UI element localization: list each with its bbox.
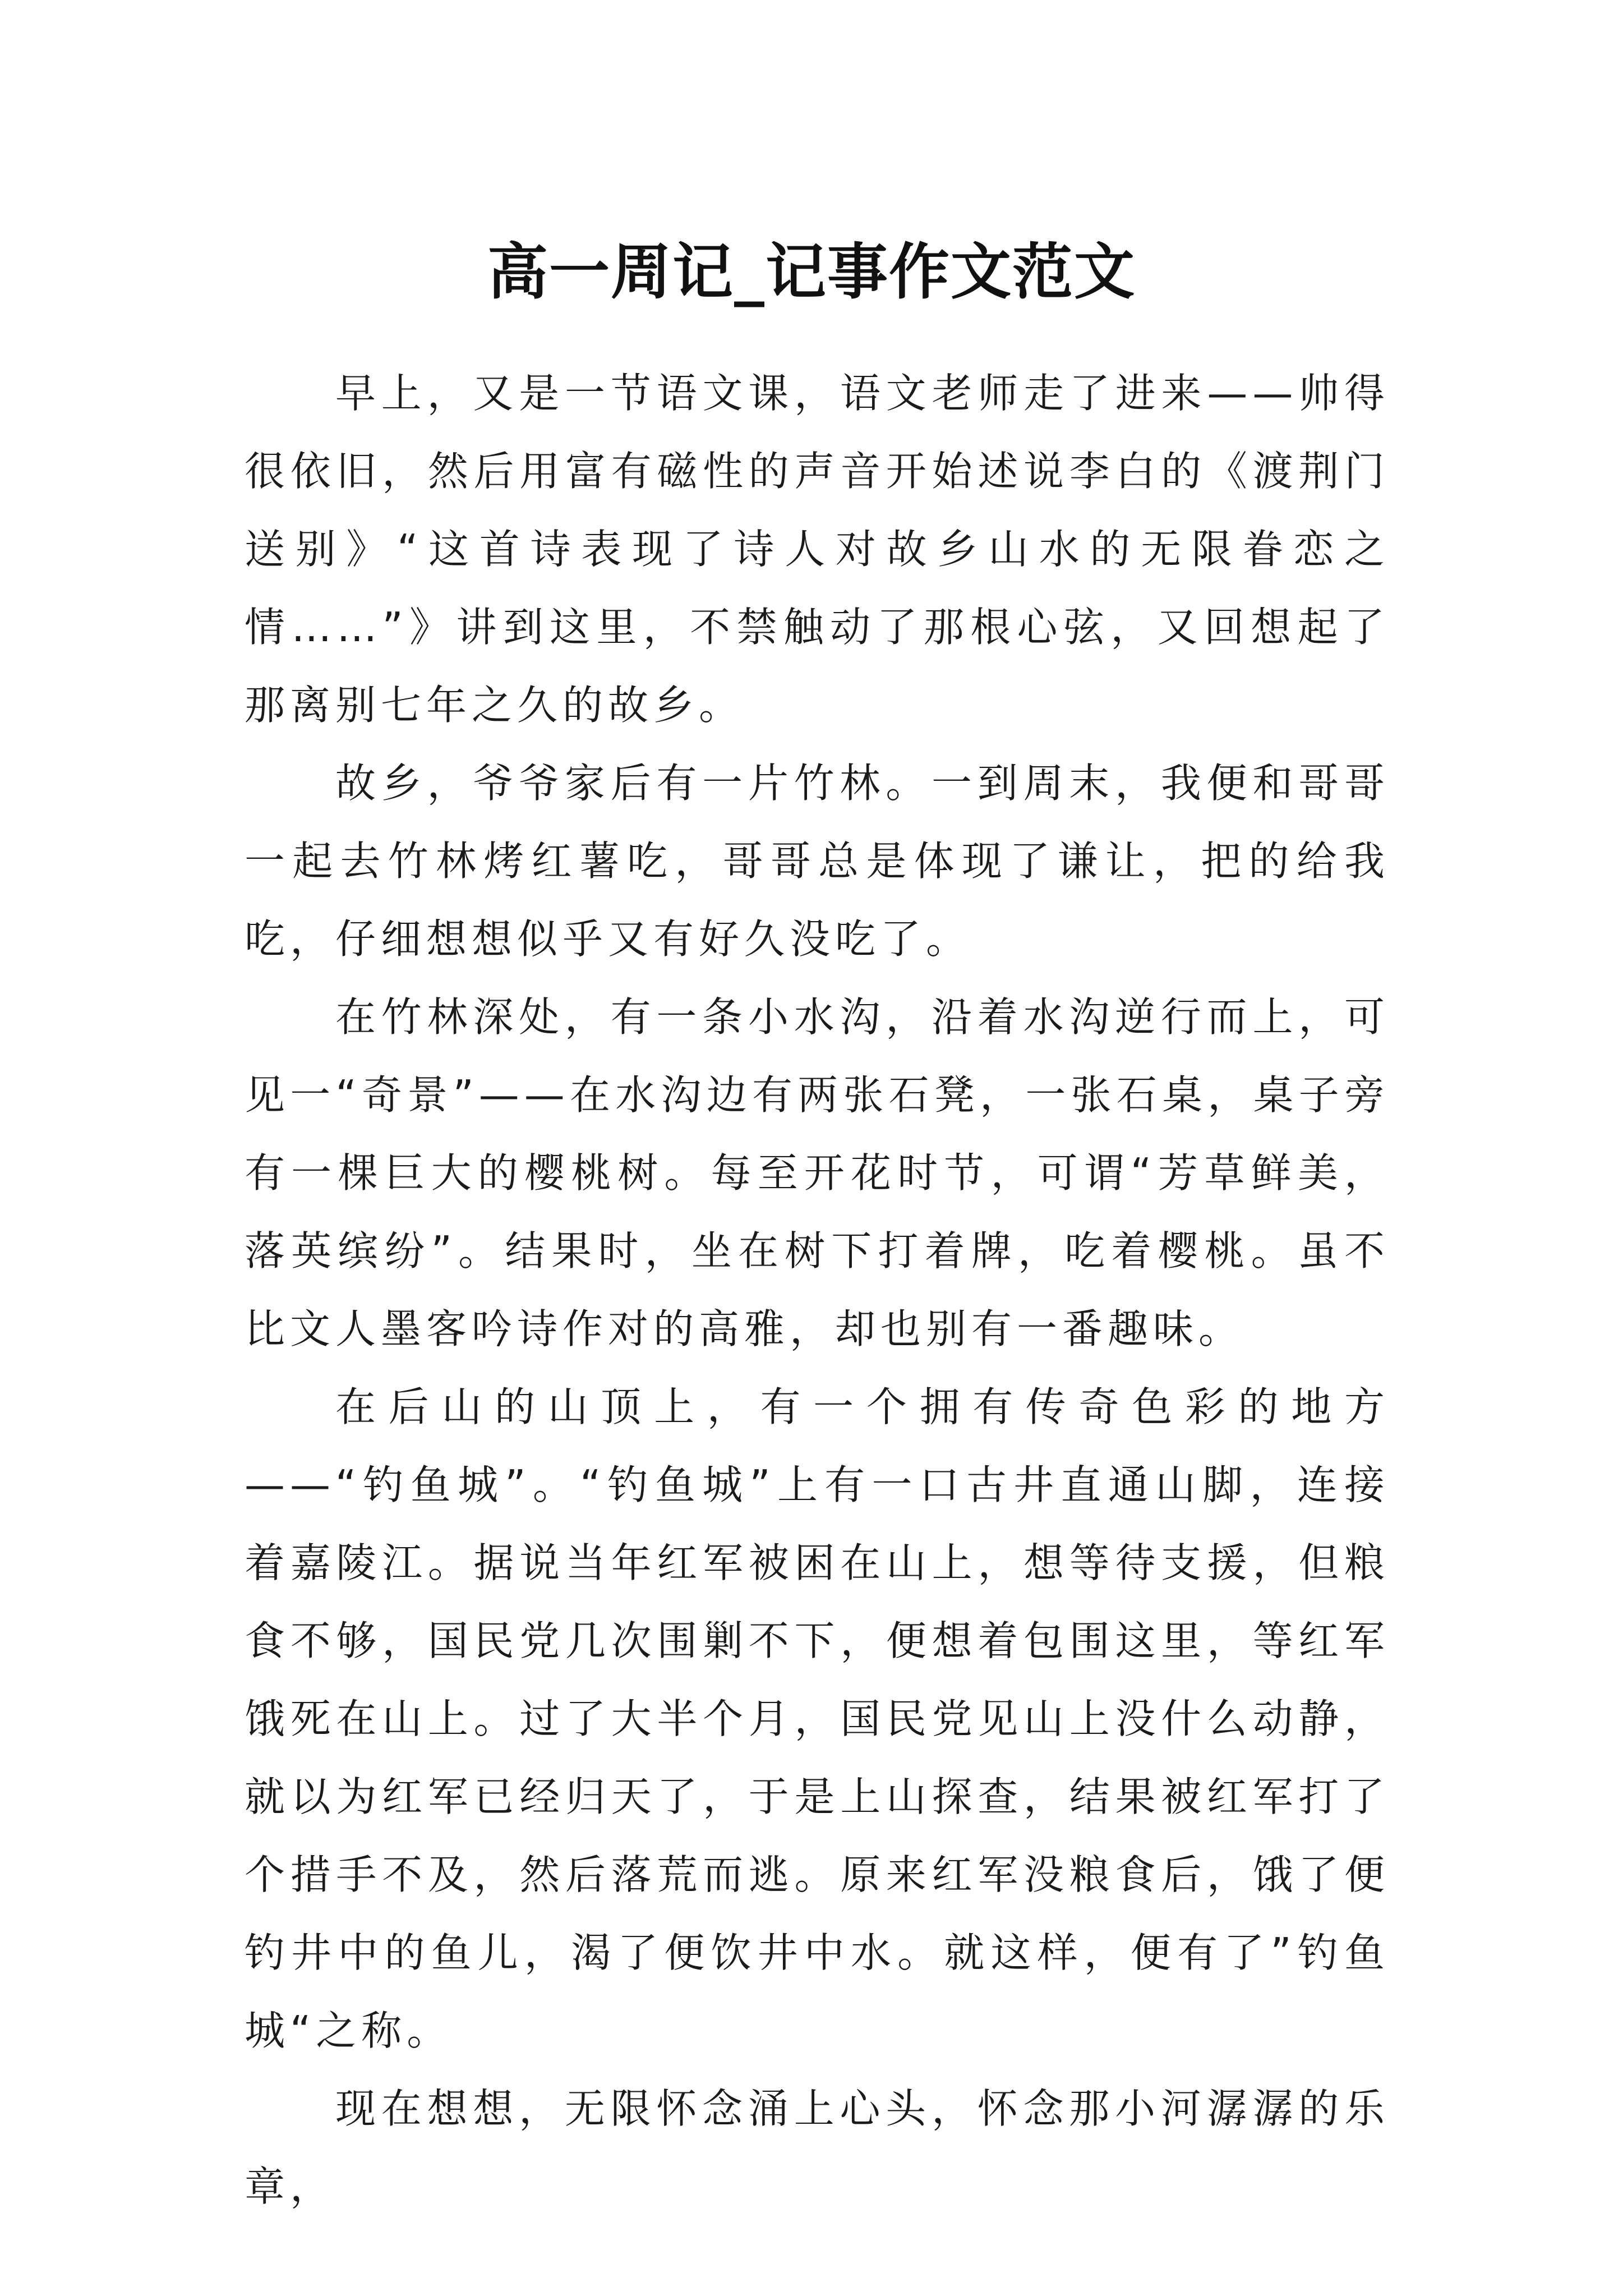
paragraph-2: 故乡，爷爷家后有一片竹林。一到周末，我便和哥哥一起去竹林烤红薯吃，哥哥总是体现了谦让，把的给我吃，仔细想想似乎又有好久没吃了。 (245, 760, 1390, 963)
paragraph-1: 早上，又是一节语文课，语文老师走了进来——帅得很依旧，然后用富有磁性的声音开始述说李白的《渡荆门送别》“这首诗表现了诗人对故乡山水的无限眷恋之情……”》讲到这里，不禁触动了那根心弦，又回想起了那离别七年之久的故乡。 (245, 370, 1390, 729)
paragraph-5: 现在想想，无限怀念涌上心头，怀念那小河潺潺的乐章， (245, 2085, 1390, 2210)
document-body (245, 355, 1390, 2226)
paragraph-3: 在竹林深处，有一条小水沟，沿着水沟逆行而上，可见一“奇景”——在水沟边有两张石凳，一张石桌，桌子旁有一棵巨大的樱桃树。每至开花时节，可谓“芳草鲜美，落英缤纷”。结果时，坐在树下打着牌，吃着樱桃。虽不比文人墨客吟诗作对的高雅，却也别有一番趣味。 (245, 993, 1390, 1352)
paragraph-4: 在后山的山顶上，有一个拥有传奇色彩的地方——“钓鱼城”。“钓鱼城”上有一口古井直通山脚，连接着嘉陵江。据说当年红军被困在山上，想等待支援，但粮食不够，国民党几次围剿不下，便想着包围这里，等红军饿死在山上。过了大半个月，国民党见山上没什么动静，就以为红军已经归天了，于是上山探查，结果被红军打了个措手不及，然后落荒而逃。原来红军没粮食后，饿了便钓井中的鱼儿，渴了便饮井中水。就这样，便有了”钓鱼城“之称。 (245, 1383, 1390, 2054)
document-title: 高一周记_记事作文范文 (487, 237, 1136, 308)
